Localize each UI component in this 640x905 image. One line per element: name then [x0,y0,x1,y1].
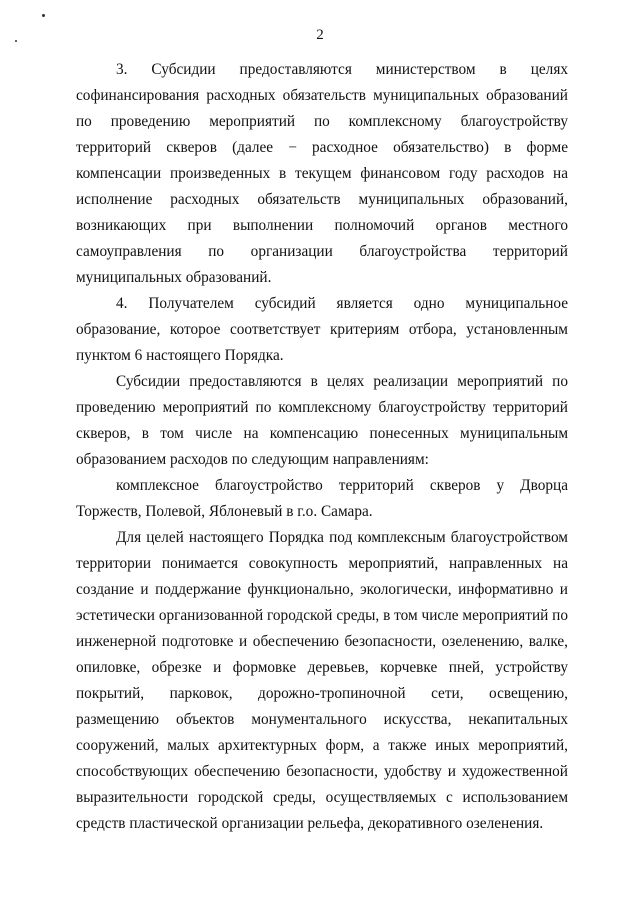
paragraph-4-recipient: 4. Получателем субсидий является одно муниципальное образование, которое соответствует критериям отбора, установленным пунктом 6 настоящего Порядка. [76,295,568,364]
paragraph-3-subsidies: 3. Субсидии предоставляются министерством в целях софинансирования расходных обязательств муниципальных образований по проведению мероприятий по комплексному благоустройству территорий скверов (далее − расходное обязательство) в форме компенсации произведенных в текущем финансовом году расходов на исполнение расходных обязательств муниципальных образований, возникающих при выполнении полномочий органов местного самоуправления по организации благоустройства территорий муниципальных образований. [76,61,568,286]
document-body [76,57,568,837]
paragraph-direction: комплексное благоустройство территорий скверов у Дворца Торжеств, Полевой, Яблоневый в г.о. Самара. [76,477,568,520]
scan-speck [42,14,45,17]
paragraph-definition: Для целей настоящего Порядка под комплексным благоустройством территории понимается совокупность мероприятий, направленных на создание и поддержание функционально, экологически, информативно и эстетически организованной городской среды, в том числе мероприятий по инженерной подготовке и обеспечению безопасности, озеленению, валке, опиловке, обрезке и формовке деревьев, корчевке пней, устройству покрытий, парковок, дорожно-тропиночной сети, освещению, размещению объектов монументального искусства, некапитальных сооружений, малых архитектурных форм, а также иных мероприятий, способствующих обеспечению безопасности, удобству и художественной выразительности городской среды, осуществляемых с использованием средств пластической организации рельефа, декоративного озеленения. [76,529,568,832]
paragraph-purpose: Субсидии предоставляются в целях реализации мероприятий по проведению мероприятий по комплексному благоустройству территорий скверов, в том числе на компенсацию понесенных муниципальным образованием расходов по следующим направлениям: [76,373,568,468]
page-number: 2 [316,27,324,43]
